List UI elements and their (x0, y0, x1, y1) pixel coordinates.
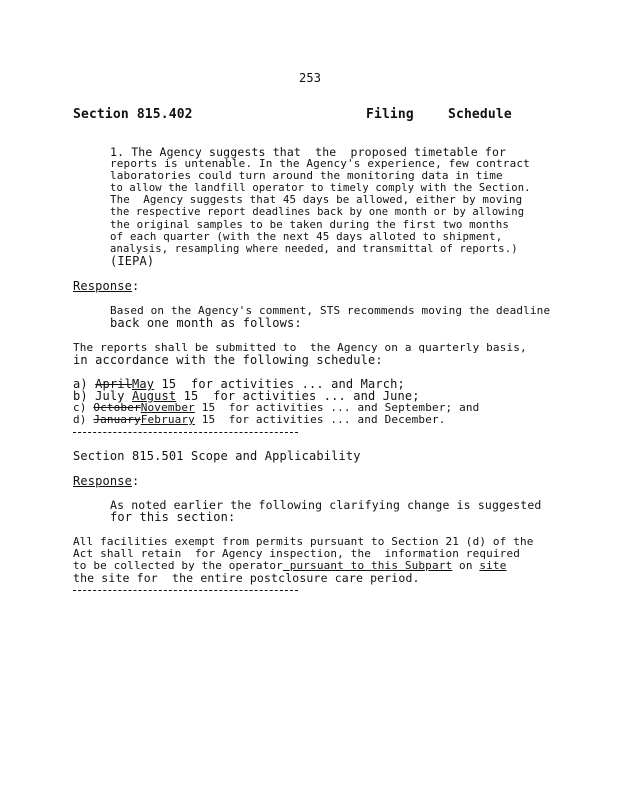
schedule-item: b) July August 15 for activities ... and June; (73, 389, 420, 403)
comment-line: to allow the landfill operator to timely comply with the Section. (110, 182, 531, 194)
final-paragraph-line: to be collected by the operator pursuant to this Subpart on site (73, 559, 507, 572)
section-title-schedule: Schedule (448, 107, 512, 122)
comment-line: The Agency suggests that 45 days be allowed, either by moving (110, 193, 523, 206)
response-heading: Response: (73, 474, 140, 488)
comment-line: analysis, resampling where needed, and transmittal of reports.) (110, 243, 518, 255)
page-number: 253 (299, 71, 322, 85)
inserted-text: May (132, 377, 155, 391)
dashed-divider (73, 432, 298, 433)
section-number: Section 815.402 (73, 107, 193, 122)
inserted-text: February (140, 413, 195, 426)
schedule-intro-line: The reports shall be submitted to the Agency on a quarterly basis, (73, 341, 527, 354)
response-label: Response (73, 279, 132, 293)
response-heading: Response: (73, 279, 140, 293)
comment-line: the respective report deadlines back by one month or by allowing (110, 206, 525, 218)
response-line: Based on the Agency's comment, STS recommends moving the deadline (110, 304, 551, 317)
comment-line: the original samples to be taken during the first two months (110, 218, 510, 231)
dashed-divider (73, 590, 298, 591)
response-line: back one month as follows: (110, 316, 302, 330)
response-line: As noted earlier the following clarifying change is suggested (110, 498, 542, 512)
final-paragraph-line: Act shall retain for Agency inspection, the information required (73, 547, 520, 560)
response-label: Response (73, 474, 132, 488)
response-line: for this section: (110, 510, 236, 524)
schedule-item: a) AprilMay 15 for activities ... and March; (73, 377, 405, 391)
inserted-text: November (140, 401, 195, 414)
schedule-intro-line: in accordance with the following schedule: (73, 353, 383, 367)
comment-line: of each quarter (with the next 45 days alloted to shipment, (110, 230, 503, 243)
final-paragraph-line: All facilities exempt from permits pursuant to Section 21 (d) of the (73, 535, 534, 548)
comment-line: 1. The Agency suggests that the proposed timetable for (110, 145, 507, 159)
schedule-item: d) JanuaryFebruary 15 for activities ... and December. (73, 413, 446, 426)
inserted-text: August (132, 389, 177, 403)
struck-text: January (93, 413, 141, 426)
struck-text: October (93, 401, 141, 414)
final-paragraph-line: the site for the entire postclosure care period. (73, 571, 420, 585)
section-title-filing: Filing (366, 107, 414, 122)
inserted-text: site (479, 559, 507, 572)
struck-text: April (95, 377, 132, 391)
comment-line: laboratories could turn around the monitoring data in time (110, 169, 503, 182)
section-heading-815-501: Section 815.501 Scope and Applicability (73, 449, 361, 463)
comment-line: (IEPA) (110, 254, 155, 268)
schedule-item: c) OctoberNovember 15 for activities ... and September; and (73, 401, 480, 414)
comment-line: reports is untenable. In the Agency's experience, few contract (110, 157, 530, 170)
inserted-text: pursuant to this Subpart (282, 559, 453, 572)
